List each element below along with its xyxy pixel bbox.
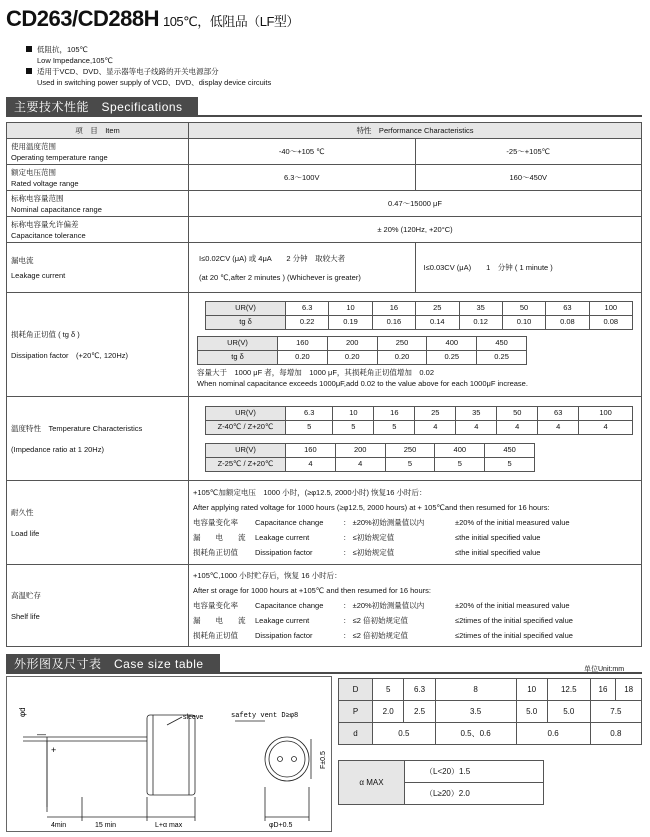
page-title	[6, 6, 299, 32]
feature-item-en: Used in switching power supply of VCD、DVD、display device circuits	[37, 78, 272, 87]
header-item: 项 目 Item	[7, 123, 189, 139]
spec-header-row	[7, 123, 642, 139]
dim-diameter: φD+0.5	[269, 822, 293, 829]
unit-label: 单位Unit:mm	[584, 666, 625, 673]
rated-voltage-row: 额定电压范围 Rated voltage range 6.3～100V 160～450V	[7, 165, 642, 191]
minus-sign: —	[37, 729, 46, 739]
case-row-d: d 0.5 0.5、0.6 0.6 0.8	[339, 723, 642, 745]
feature-item-en: Low Impedance,105℃	[37, 56, 113, 65]
case-banner-title: 外形图及尺寸表 Case size table	[6, 654, 220, 674]
header-characteristics: 特性 Performance Characteristics	[189, 123, 642, 139]
alpha-max-table	[338, 760, 544, 805]
specifications-table	[6, 122, 642, 647]
dim-15min: 15 min	[95, 822, 117, 829]
plus-sign: +	[51, 745, 57, 755]
load-life-row: 耐久性 Load life +105℃加额定电压 1000 小时，(≥φ12.5, 2000小时) 恢复16 小时后： After applying rated voltage for 1000 hours (≥φ12.5, 2000 hours) at + 105℃and then resumed for 16 hours: 电容量变化率 Capacitance change ： ±20%初始测量值以内 ±20% of the initial measured value 漏 电 流 Leakage current ： ≤初始规定值 ≤the initial specified value 损耗角正切值 Dissipation factor ： ≤初始规定值 ≤the initial specified value	[7, 481, 642, 565]
temperature-row: 温度特性 Temperature Characteristics (Impedance ratio at 1 20Hz) UR(V) 6.3 10 16 25 35 50 63 100 Z-40℃ / Z+20℃ 5 5 5 4 4 4 4 4 UR(V) 160 200 250 400 450 Z-25℃ / Z+20℃ 4 4 5 5 5	[7, 397, 642, 481]
lead-diameter-label: φd	[18, 707, 27, 717]
title-main: CD263/CD288H	[6, 6, 159, 31]
temp-table-1: UR(V) 6.3 10 16 25 35 50 63 100 Z-40℃ / Z+20℃ 5 5 5 4 4 4 4 4	[205, 406, 633, 435]
op-temp-row: 使用温度范围 Operating temperature range -40～+105 ℃ -25～+105℃	[7, 139, 642, 165]
feature-item: 适用于VCD、DVD、显示器等电子线路的开关电源部分	[26, 66, 271, 77]
lead-spacing-label: F±0.5	[320, 751, 327, 769]
cap-range-row: 标称电容量范围 Nominal capacitance range 0.47～15000 μF	[7, 191, 642, 217]
df-table-1: UR(V) 6.3 10 16 25 35 50 63 100 tg δ 0.22 0.19 0.16 0.14 0.12 0.10 0.08 0.08	[205, 301, 633, 330]
case-drawing	[6, 676, 332, 832]
specs-banner-title: 主要技术性能 Specifications	[6, 97, 198, 117]
temp-table-2: UR(V) 160 200 250 400 450 Z-25℃ / Z+20℃ 4 4 5 5 5	[205, 443, 535, 472]
leakage-row: 漏电流 Leakage current I≤0.02CV (μA) 或 4μA 2 分钟 取较大者 (at 20 ℃,after 2 minutes ) (Whichever is greater) I≤0.03CV (μA) 1 分钟 ( 1 minute )	[7, 243, 642, 293]
safety-vent-label: safety vent D≥φ8	[231, 712, 299, 720]
bullet-icon	[26, 68, 32, 74]
alpha-max-label: α MAX	[339, 761, 405, 805]
capacitor-outline-drawing	[7, 677, 333, 833]
df-note-cn: 容量大于 1000 μF 者，每增加 1000 μF，其损耗角正切值增加 0.02	[197, 367, 435, 377]
title-sub: 105℃，低阻品（LF型）	[162, 14, 299, 29]
case-row-D: D 5 6.3 8 10 12.5 16 18	[339, 679, 642, 701]
feature-item: 低阻抗，105℃	[26, 44, 271, 55]
df-note-en: When nominal capacitance exceeds 1000μF,add 0.02 to the value above for each 1000μF increase.	[197, 378, 528, 388]
specs-banner	[6, 97, 642, 117]
dim-length: L+α max	[155, 822, 183, 829]
sleeve-label: sleeve	[183, 714, 204, 721]
shelf-life-row: 高温贮存 Shelf life +105℃,1000 小时贮存后，恢复 16 小时后： After st orage for 1000 hours at +105℃ and then resumed for 16 hours: 电容量变化率 Capacitance change ： ±20%初始测量值以内 ±20% of the initial measured value 漏 电 流 Leakage current ： ≤2 倍初始规定值 ≤2times of the initial specified value 损耗角正切值 Dissipation factor ： ≤2 倍初始规定值 ≤2times of the initial specified value	[7, 565, 642, 647]
alpha-row-1: （L<20）1.5	[405, 761, 544, 783]
case-size-table	[338, 678, 642, 745]
case-row-P: P 2.0 2.5 3.5 5.0 5.0 7.5	[339, 701, 642, 723]
cap-tol-row: 标称电容量允许偏差 Capacitance tolerance ± 20% (120Hz, +20°C)	[7, 217, 642, 243]
df-table-2: UR(V) 160 200 250 400 450 tg δ 0.20 0.20 0.20 0.25 0.25	[197, 336, 527, 365]
dissipation-row: 损耗角正切值 ( tg δ ) Dissipation factor (+20℃, 120Hz) UR(V) 6.3 10 16 25 35 50 63 100 tg δ 0.22 0.19 0.16 0.14 0.12 0.10 0.08 0.08 UR(V) 160 200 250 400 450 tg δ 0.20 0.20 0.20 0.25 0.25 容量大于 1000 μF 者，每增加 1000 μF，其损耗角正切值增加 0.02 When nominal capacitance exceeds 1000μF,add 0.02 to the value above for each 1000μF increase.	[7, 293, 642, 397]
alpha-row-2: （L≥20）2.0	[405, 783, 544, 805]
feature-list	[26, 44, 271, 88]
dim-4min: 4min	[51, 822, 67, 829]
case-banner	[6, 654, 642, 674]
bullet-icon	[26, 46, 32, 52]
